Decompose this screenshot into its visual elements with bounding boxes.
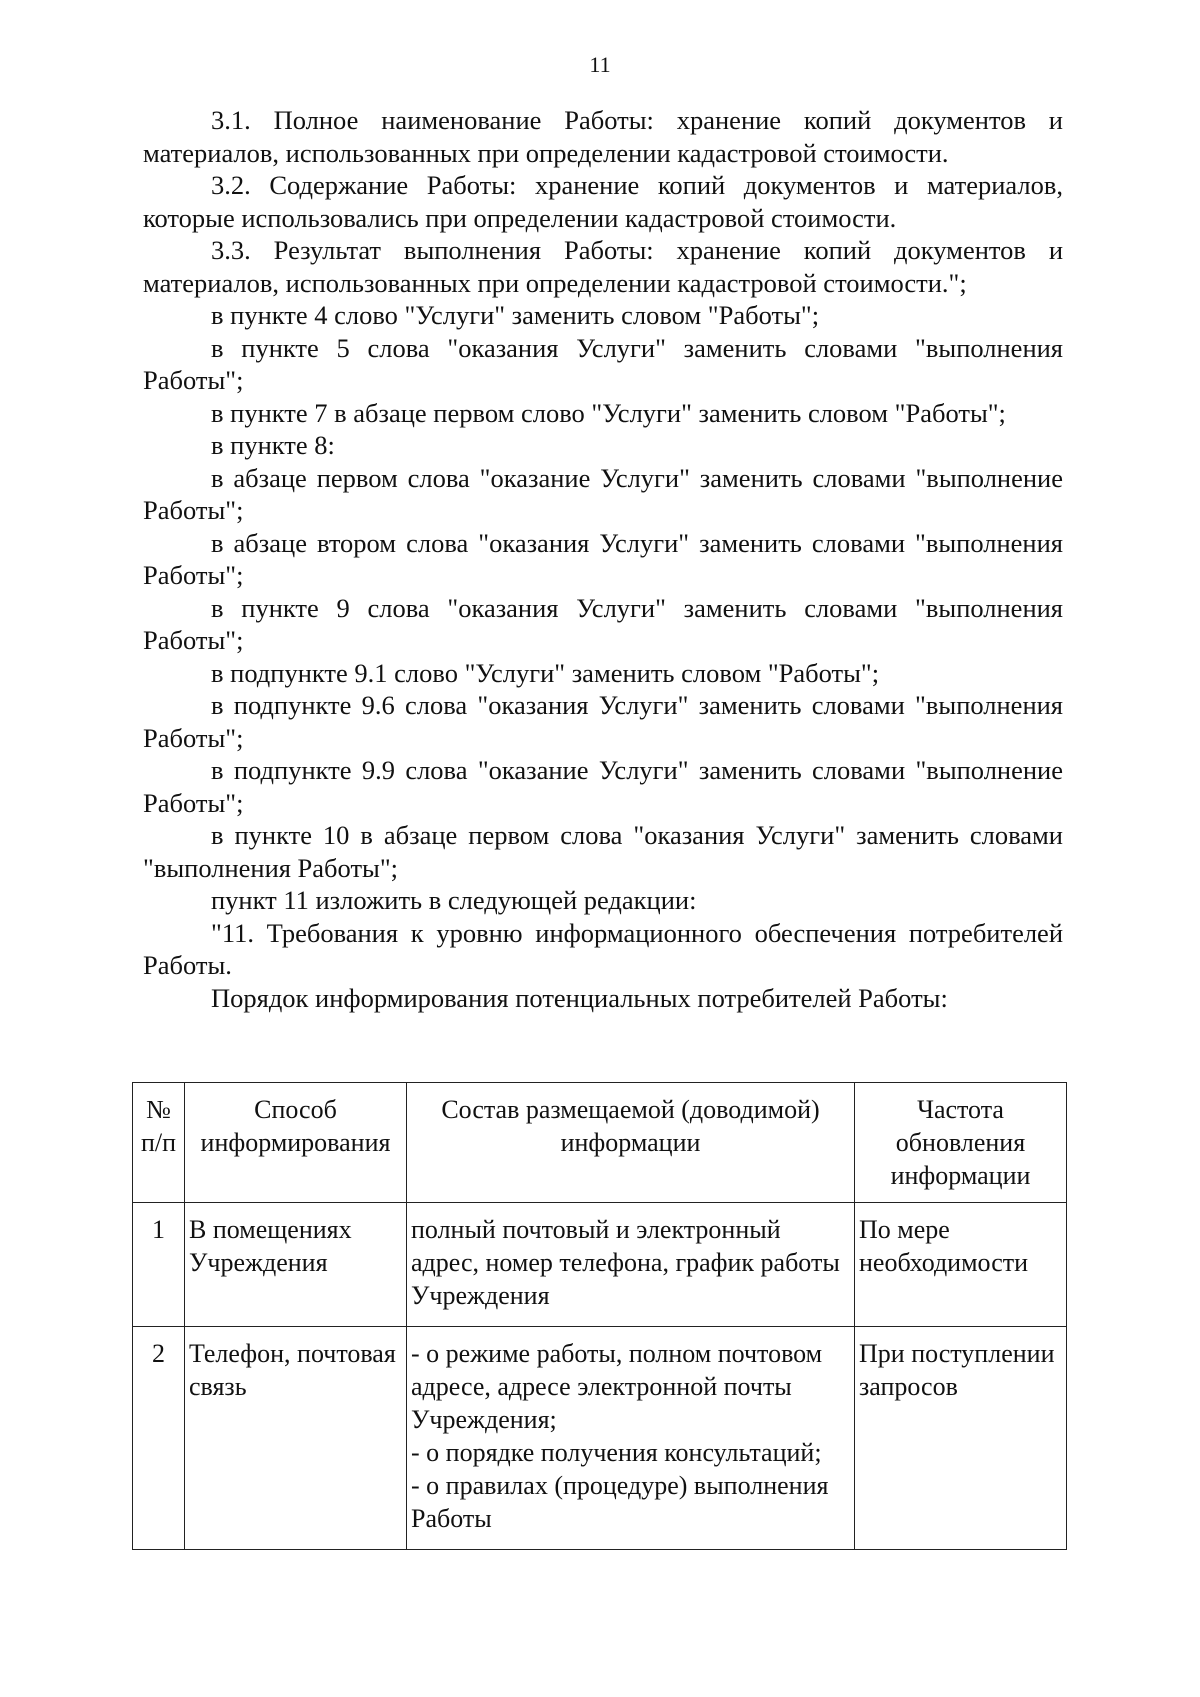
row-frequency: По мере необходимости	[855, 1203, 1067, 1327]
page-number: 11	[589, 52, 611, 77]
row-frequency: При поступлении запросов	[855, 1327, 1067, 1550]
paragraph-3-1: 3.1. Полное наименование Работы: хранение копий документов и материалов, использованных при определении кадастровой стоимости.	[143, 105, 1063, 168]
paragraph-3-3: 3.3. Результат выполнения Работы: хранение копий документов и материалов, использованных при определении кадастровой стоимости.";	[143, 235, 1063, 298]
content-line: - о режиме работы, полном почтовом адресе, адресе электронной почты Учреждения;	[411, 1339, 823, 1434]
row-content	[407, 1203, 855, 1327]
row-number: 2	[133, 1327, 185, 1550]
row-number: 1	[133, 1203, 185, 1327]
amendment-item-8: в пункте 8:	[211, 430, 335, 460]
paragraph-3-2: 3.2. Содержание Работы: хранение копий документов и материалов, которые использовались при определении кадастровой стоимости.	[143, 170, 1063, 233]
header-number: № п/п	[133, 1083, 185, 1203]
document-body	[143, 104, 1063, 1014]
row-method: Телефон, почтовая связь	[185, 1327, 407, 1550]
table-header-row	[133, 1083, 1067, 1203]
header-method: Способ информирования	[185, 1083, 407, 1203]
table-row	[133, 1203, 1067, 1327]
informing-procedure-caption: Порядок информирования потенциальных потребителей Работы:	[211, 982, 948, 1013]
amendment-item-5: в пункте 5 слова "оказания Услуги" заменить словами "выполнения Работы";	[143, 332, 1063, 395]
amendment-subitem-9-6: в подпункте 9.6 слова "оказания Услуги" заменить словами "выполнения Работы";	[143, 690, 1063, 753]
amendment-subitem-9-9: в подпункте 9.9 слова "оказание Услуги" заменить словами "выполнение Работы";	[143, 755, 1063, 818]
row-content	[407, 1327, 855, 1550]
content-line: - о правилах (процедуре) выполнения Работы	[411, 1471, 829, 1533]
row-method: В помещениях Учреждения	[185, 1203, 407, 1327]
content-line: - о порядке получения консультаций;	[411, 1438, 822, 1467]
amendment-item-7: в пункте 7 в абзаце первом слово "Услуги" заменить словом "Работы";	[211, 397, 1006, 428]
informing-table	[132, 1082, 1067, 1550]
amendment-item-11-intro: пункт 11 изложить в следующей редакции:	[211, 885, 697, 915]
content-line: полный почтовый и электронный адрес, номер телефона, график работы Учреждения	[411, 1215, 840, 1310]
amendment-item-8-para-1: в абзаце первом слова "оказание Услуги" заменить словами "выполнение Работы";	[143, 462, 1063, 525]
amendment-item-9: в пункте 9 слова "оказания Услуги" заменить словами "выполнения Работы";	[143, 592, 1063, 655]
header-content: Состав размещаемой (доводимой) информации	[407, 1083, 855, 1203]
amendment-subitem-9-1: в подпункте 9.1 слово "Услуги" заменить словом "Работы";	[211, 657, 880, 688]
table-row	[133, 1327, 1067, 1550]
amendment-item-8-para-2: в абзаце втором слова "оказания Услуги" заменить словами "выполнения Работы";	[143, 527, 1063, 590]
header-frequency: Частота обновления информации	[855, 1083, 1067, 1203]
amendment-item-10: в пункте 10 в абзаце первом слова "оказания Услуги" заменить словами "выполнения Работы";	[143, 820, 1063, 883]
amendment-item-4: в пункте 4 слово "Услуги" заменить словом "Работы";	[211, 300, 820, 330]
section-11-title: "11. Требования к уровню информационного обеспечения потребителей Работы.	[143, 917, 1063, 980]
